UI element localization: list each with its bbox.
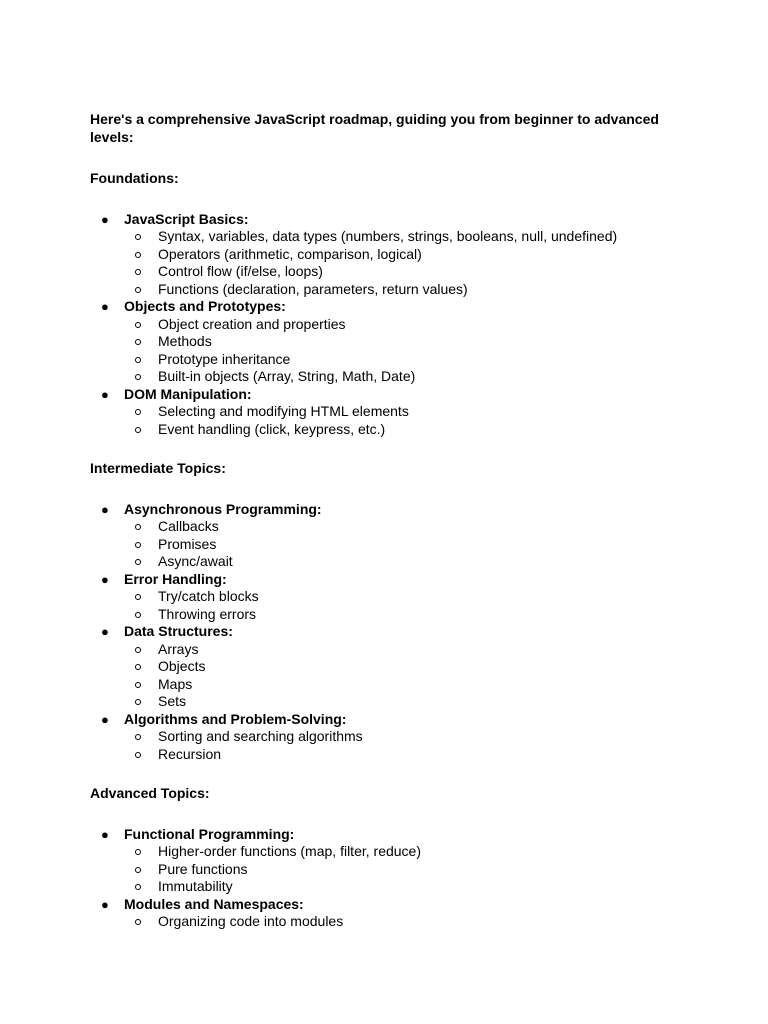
topic-title: Data Structures: (124, 623, 233, 639)
topic-item (90, 386, 670, 439)
hollow-bullet-icon (135, 647, 141, 653)
filled-bullet-icon: ● (101, 826, 109, 842)
subtopic-text: Organizing code into modules (158, 913, 344, 929)
section-heading: Advanced Topics: (90, 785, 210, 801)
hollow-bullet-icon (135, 287, 141, 293)
subtopic-item (124, 518, 670, 536)
hollow-bullet-icon (135, 594, 141, 600)
subtopic-list (124, 316, 670, 386)
subtopic-item (124, 246, 670, 264)
subtopic-item (124, 878, 670, 896)
topic-item (90, 623, 670, 711)
filled-bullet-icon: ● (101, 501, 109, 517)
subtopic-list (124, 728, 670, 763)
hollow-bullet-icon (135, 357, 141, 363)
hollow-bullet-icon (135, 322, 141, 328)
hollow-bullet-icon (135, 734, 141, 740)
subtopic-item (124, 553, 670, 571)
subtopic-item (124, 228, 670, 246)
subtopic-text: Maps (158, 675, 193, 692)
hollow-bullet-icon (135, 612, 141, 618)
topic-list (90, 211, 670, 439)
topic-item (90, 826, 670, 896)
topic-item (90, 896, 670, 931)
hollow-bullet-icon (135, 269, 141, 275)
hollow-bullet-icon (135, 427, 141, 433)
topic-list (90, 826, 670, 931)
hollow-bullet-icon (135, 542, 141, 548)
subtopic-text: Syntax, variables, data types (numbers, strings, booleans, null, undefined) (158, 228, 618, 244)
topic-item (90, 211, 670, 299)
topic-title: JavaScript Basics: (124, 210, 249, 227)
subtopic-text: Prototype inheritance (158, 350, 291, 367)
subtopic-item (124, 641, 670, 659)
subtopic-text: Async/await (158, 553, 233, 569)
topic-title: Objects and Prototypes: (124, 298, 286, 314)
spacer (90, 478, 670, 501)
subtopic-text: Recursion (158, 745, 222, 762)
filled-bullet-icon: ● (101, 299, 109, 314)
subtopic-item (124, 316, 670, 334)
hollow-bullet-icon (135, 682, 141, 688)
subtopic-text: Methods (158, 333, 212, 349)
subtopic-item (124, 676, 670, 694)
topic-item (90, 298, 670, 386)
hollow-bullet-icon (135, 664, 141, 670)
subtopic-item (124, 368, 670, 386)
topic-title: Error Handling: (124, 570, 227, 587)
filled-bullet-icon: ● (101, 386, 109, 402)
spacer (90, 803, 670, 826)
intro-paragraph: Here's a comprehensive JavaScript roadmap, guiding you from beginner to advanced levels: (90, 111, 659, 145)
subtopic-text: Functions (declaration, parameters, return values) (158, 280, 468, 297)
filled-bullet-icon: ● (101, 711, 109, 727)
subtopic-list (124, 913, 670, 931)
subtopic-item (124, 263, 670, 281)
subtopic-text: Higher-order functions (map, filter, reduce) (158, 843, 421, 859)
subtopic-list (124, 228, 670, 298)
hollow-bullet-icon (135, 234, 141, 240)
topic-title: Functional Programming: (124, 825, 295, 842)
section-heading: Intermediate Topics: (90, 460, 226, 476)
subtopic-text: Callbacks (158, 518, 219, 534)
subtopic-text: Try/catch blocks (158, 588, 259, 604)
subtopic-item (124, 746, 670, 764)
subtopic-item (124, 913, 670, 931)
hollow-bullet-icon (135, 374, 141, 380)
subtopic-text: Object creation and properties (158, 315, 346, 332)
subtopic-item (124, 843, 670, 861)
topic-list (90, 501, 670, 764)
hollow-bullet-icon (135, 339, 141, 345)
section-heading: Foundations: (90, 170, 179, 186)
subtopic-text: Immutability (158, 878, 233, 894)
topic-item (90, 711, 670, 764)
subtopic-text: Arrays (158, 640, 199, 657)
subtopic-item (124, 861, 670, 879)
subtopic-text: Built-in objects (Array, String, Math, Date) (158, 368, 416, 384)
subtopic-text: Objects (158, 658, 206, 674)
subtopic-text: Throwing errors (158, 605, 257, 622)
spacer (90, 438, 670, 460)
document-page (90, 111, 670, 931)
topic-title: DOM Manipulation: (124, 385, 252, 402)
hollow-bullet-icon (135, 867, 141, 873)
subtopic-text: Event handling (click, keypress, etc.) (158, 420, 386, 437)
subtopic-item (124, 536, 670, 554)
subtopic-text: Pure functions (158, 860, 248, 877)
filled-bullet-icon: ● (101, 211, 109, 227)
subtopic-text: Sorting and searching algorithms (158, 728, 363, 744)
topic-title: Modules and Namespaces: (124, 895, 304, 912)
subtopic-text: Operators (arithmetic, comparison, logical) (158, 245, 422, 262)
filled-bullet-icon: ● (101, 624, 109, 639)
hollow-bullet-icon (135, 919, 141, 925)
subtopic-item (124, 351, 670, 369)
hollow-bullet-icon (135, 699, 141, 705)
subtopic-text: Control flow (if/else, loops) (158, 263, 323, 279)
subtopic-text: Sets (158, 693, 187, 709)
spacer (90, 763, 670, 785)
subtopic-item (124, 403, 670, 421)
subtopic-item (124, 421, 670, 439)
hollow-bullet-icon (135, 884, 141, 890)
topic-item (90, 571, 670, 624)
subtopic-item (124, 693, 670, 711)
subtopic-list (124, 518, 670, 571)
filled-bullet-icon: ● (101, 571, 109, 587)
topic-item (90, 501, 670, 571)
subtopic-item (124, 728, 670, 746)
subtopic-item (124, 606, 670, 624)
topic-title: Asynchronous Programming: (124, 500, 322, 517)
topic-title: Algorithms and Problem-Solving: (124, 710, 347, 727)
subtopic-item (124, 333, 670, 351)
hollow-bullet-icon (135, 524, 141, 530)
hollow-bullet-icon (135, 752, 141, 758)
hollow-bullet-icon (135, 409, 141, 415)
subtopic-item (124, 281, 670, 299)
hollow-bullet-icon (135, 252, 141, 258)
sections-container (90, 170, 670, 931)
subtopic-list (124, 641, 670, 711)
filled-bullet-icon: ● (101, 896, 109, 912)
subtopic-list (124, 843, 670, 896)
spacer (90, 146, 670, 170)
subtopic-item (124, 658, 670, 676)
subtopic-text: Promises (158, 535, 217, 552)
subtopic-list (124, 588, 670, 623)
subtopic-list (124, 403, 670, 438)
hollow-bullet-icon (135, 559, 141, 565)
subtopic-item (124, 588, 670, 606)
subtopic-text: Selecting and modifying HTML elements (158, 403, 409, 419)
spacer (90, 188, 670, 211)
hollow-bullet-icon (135, 849, 141, 855)
